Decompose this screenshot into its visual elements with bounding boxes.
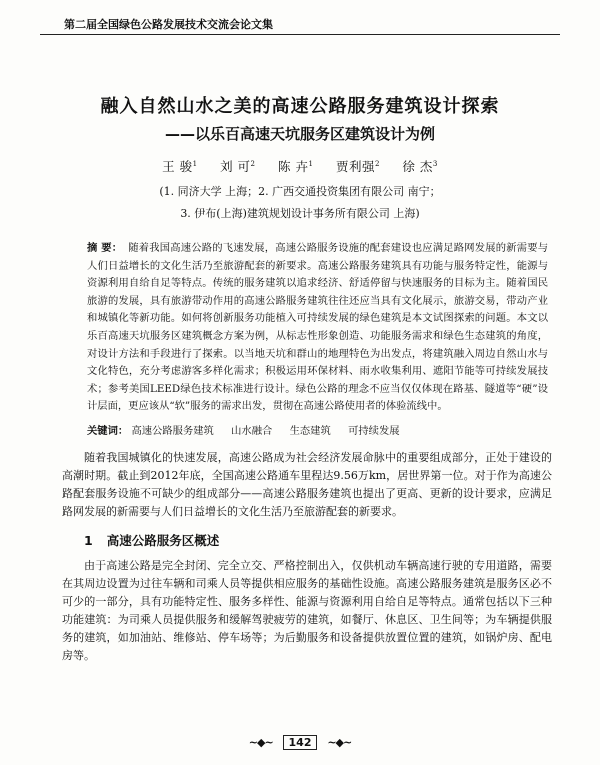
author: 刘 可$^2$ [220, 159, 256, 174]
affiliation-line-2: 3. 伊布(上海)建筑规划设计事务所有限公司 上海) [180, 207, 420, 220]
section-title: 高速公路服务区概述 [106, 533, 220, 548]
ornament-left: ~◆~ [248, 736, 273, 749]
keyword: 山水融合 [231, 425, 273, 437]
author: 王 骏$^1$ [162, 159, 198, 174]
keyword: 可持续发展 [348, 425, 400, 437]
keyword: 生态建筑 [289, 425, 331, 437]
paper-subtitle: ——以乐百高速天坑服务区建筑设计为例 [164, 125, 435, 143]
section-heading [84, 531, 219, 549]
header-rule [40, 34, 560, 35]
abstract [87, 240, 548, 416]
abstract-text: 随着我国高速公路的飞速发展，高速公路服务设施的配套建设也应满足路网发展的新需要与人们日益增长的文化生活乃至旅游配套的新要求。高速公路服务建筑具有功能与服务特定性，能源与资源利用自给自足等特点。传统的服务建筑以追求经济、舒适停留与快速服务的目标为主。随着国民旅游的发展，具有旅游带动作用的高速公路服务建筑往往还应当具有文化展示，旅游交易，带动产业和城镇化等新功能。如何将创新服务功能植入可持续发展的绿色建筑是本文试图探索的问题。本文以乐百高速天坑服务区建筑概念方案为例，从标志性形象创造、功能服务需求和绿色生态建筑的角度，对设计方法和手段进行了探索。以当地天坑和群山的地理特色为出发点，将建筑融入周边自然山水与文化特色，充分考虑游客多样化需求；积极运用环保材料、雨水收集利用、遮阳节能等可持续发展技术；参考美国LEED绿色技术标准进行设计。绿色公路的理念不应当仅仅体现在路基、隧道等“硬”设计层面，更应该从“软”服务的需求出发，贯彻在高速公路使用者的体验流线中。 [87, 242, 548, 413]
section-number: 1 [84, 533, 93, 548]
author-list [0, 157, 600, 175]
ornament-right: ~◆~ [327, 736, 352, 749]
author: 贾利强$^2$ [335, 159, 380, 174]
author: 徐 杰$^3$ [402, 159, 438, 174]
page-number: 142 [283, 735, 318, 750]
page-footer [0, 736, 600, 749]
author: 陈 卉$^1$ [278, 159, 314, 174]
abstract-label: 摘 要： [87, 242, 123, 254]
keywords-label: 关键词： [87, 425, 129, 437]
paper-title: 融入自然山水之美的高速公路服务建筑设计探索 [100, 96, 500, 117]
running-header [64, 16, 560, 36]
running-title: 第二届全国绿色公路发展技术交流会论文集 [64, 18, 273, 31]
keyword: 高速公路服务建筑 [131, 425, 214, 437]
intro-paragraph: 随着我国城镇化的快速发展，高速公路成为社会经济发展命脉中的重要组成部分，正处于建设的高潮时期。截止到2012年底，全国高速公路通车里程达9.56万km，居世界第一位。对于作为高速公路配套服务设施不可缺少的组成部分——高速公路服务建筑也提出了更高、更新的设计要求，应满足路网发展的新需要与人们日益增长的文化生活乃至旅游配套的新要求。 [62, 451, 552, 518]
keywords [87, 422, 548, 437]
affiliation-line-1: (1. 同济大学 上海；2. 广西交通投资集团有限公司 南宁； [159, 185, 441, 198]
section-paragraph: 由于高速公路是完全封闭、完全立交、严格控制出入，仅供机动车辆高速行驶的专用道路，需要在其周边设置为过往车辆和司乘人员等提供相应服务的基础性设施。高速公路服务建筑是服务区必不可少的一部分，具有功能特定性、服务多样性、能源与资源利用自给自足等特点。通常包括以下三种功能建筑：为司乘人员提供服务和缓解驾驶疲劳的建筑，如餐厅、休息区、卫生间等；为车辆提供服务的建筑，如加油站、维修站、停车场等；为后勤服务和设备提供放置位置的建筑，如锅炉房、配电房等。 [62, 559, 552, 662]
